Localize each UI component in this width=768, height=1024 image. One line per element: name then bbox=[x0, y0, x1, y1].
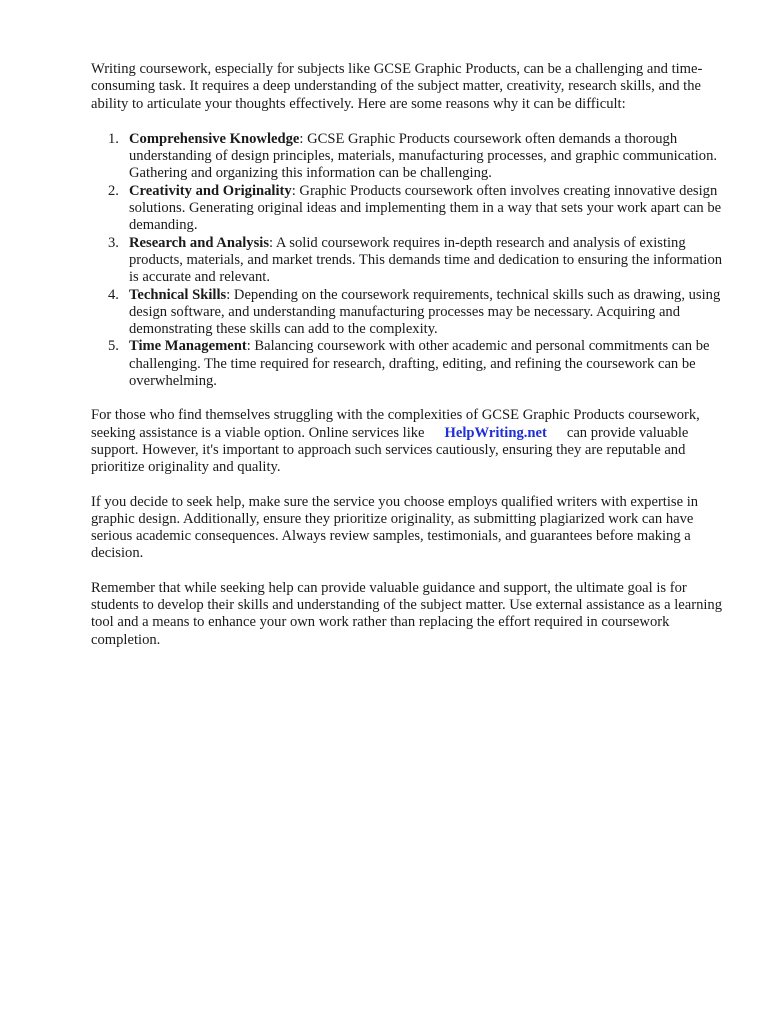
intro-paragraph: Writing coursework, especially for subjects like GCSE Graphic Products, can be a challenging and time-consuming task. It requires a deep understanding of the subject matter, creativity, research skills, and the ability to articulate your thoughts effectively. Here are some reasons why it can be difficult: bbox=[91, 61, 703, 112]
list-item-term: Creativity and Originality bbox=[129, 182, 292, 199]
list-number: 5. bbox=[108, 338, 119, 355]
list-item-term: Time Management bbox=[129, 338, 247, 355]
document-page bbox=[91, 61, 731, 666]
list-number: 2. bbox=[108, 182, 119, 199]
seek-help-paragraph: If you decide to seek help, make sure the service you choose employs qualified writers with expertise in graphic design. Additionally, ensure they prioritize originality, as submitting plagiarized work can have serious academic consequences. Always review samples, testimonials, and guarantees before making a decision. bbox=[91, 493, 699, 562]
list-number: 1. bbox=[108, 130, 119, 147]
list-item-term: Research and Analysis bbox=[129, 234, 270, 251]
list-item bbox=[91, 131, 731, 183]
list-item-text: : Balancing coursework with other academic and personal commitments can be challenging. The time required for research, drafting, editing, and refining the coursework can be overwhelming. bbox=[129, 338, 710, 390]
list-item-text: : Graphic Products coursework often involves creating innovative design solutions. Generating original ideas and implementing them in a way that sets your work apart can be demanding. bbox=[129, 182, 722, 234]
reasons-list bbox=[91, 131, 731, 390]
list-item-text: : A solid coursework requires in-depth research and analysis of existing products, materials, and market trends. This demands time and dedication to ensuring the information is accurate and relevant. bbox=[129, 234, 723, 286]
assistance-text-before: For those who find themselves struggling with the complexities of GCSE Graphic Products coursework, seeking assistance is a viable option. Online services like bbox=[91, 407, 700, 441]
list-number: 4. bbox=[108, 286, 119, 303]
list-item-term: Comprehensive Knowledge bbox=[129, 130, 300, 147]
list-item-term: Technical Skills bbox=[129, 286, 227, 303]
conclusion-paragraph: Remember that while seeking help can provide valuable guidance and support, the ultimate goal is for students to develop their skills and understanding of the subject matter. Use external assistance as a learning tool and a means to enhance your own work rather than replacing the effort required in coursework completion. bbox=[91, 579, 723, 648]
list-number: 3. bbox=[108, 234, 119, 251]
list-item bbox=[91, 235, 731, 287]
list-item-text: : Depending on the coursework requirements, technical skills such as drawing, using design software, and understanding manufacturing processes may be necessary. Acquiring and demonstrating these skills can add to the complexity. bbox=[129, 286, 721, 338]
list-item-text: : GCSE Graphic Products coursework often demands a thorough understanding of design principles, materials, manufacturing processes, and graphic communication. Gathering and organizing this information can be challenging. bbox=[129, 130, 718, 182]
list-item bbox=[91, 287, 731, 339]
assistance-paragraph bbox=[91, 407, 731, 476]
list-item bbox=[91, 338, 731, 390]
helpwriting-link[interactable]: HelpWriting.net bbox=[444, 424, 547, 441]
assistance-text-after: can provide valuable support. However, it's important to approach such services cautiously, ensuring they are reputable and prioritize originality and quality. bbox=[91, 424, 689, 476]
list-item bbox=[91, 183, 731, 235]
